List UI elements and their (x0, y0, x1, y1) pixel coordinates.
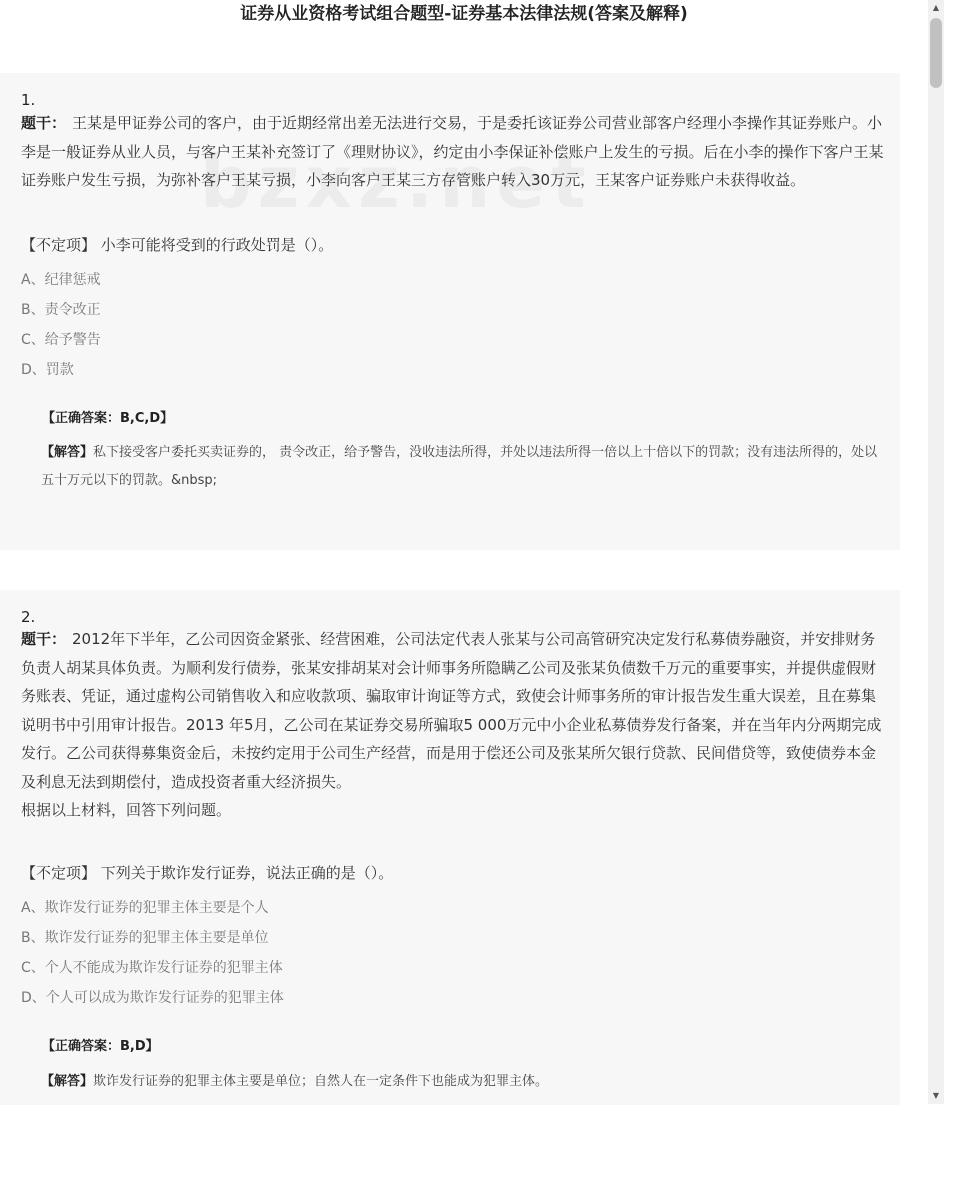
option-d[interactable]: D、个人可以成为欺诈发行证券的犯罪主体 (21, 990, 284, 1006)
option-b[interactable]: B、责令改正 (21, 302, 101, 318)
page-title: 证券从业资格考试组合题型-证券基本法律法规(答案及解释) (240, 4, 688, 24)
answer-value: B,D】 (120, 1039, 159, 1054)
question-prompt: 【不定项】 小李可能将受到的行政处罚是（）。 (21, 236, 334, 254)
analysis-label: 【解答】 (41, 1074, 94, 1089)
scroll-thumb[interactable] (930, 18, 942, 88)
question-number: 2. (21, 608, 36, 626)
stem-text: 2012年下半年，乙公司因资金紧张、经营困难，公司法定代表人张某与公司高管研究决定发行私募债券融资，并安排财务负责人胡某具体负责。为顺利发行债券，张某安排胡某对会计师事务所隐瞒乙公司及张某负债数千万元的重要事实，并提供虚假财务账表、凭证，通过虚构公司销售收入和应收款项、骗取审计询证等方式，致使会计师事务所的审计报告发生重大误差，且在募集说明书中引用审计报告。2013 年5月，乙公司在某证券交易所骗取5 000万元中小企业私募债券发行备案，并在当年内分两期完成发行。乙公司获得募集资金后，未按约定用于公司生产经营，而是用于偿还公司及张某所欠银行贷款、民间借贷等，致使债券本金及利息无法到期偿付，造成投资者重大经济损失。 (21, 630, 882, 791)
vertical-scrollbar[interactable] (928, 0, 944, 1104)
correct-answer (42, 409, 173, 429)
option-c[interactable]: C、个人不能成为欺诈发行证券的犯罪主体 (21, 960, 283, 976)
option-d[interactable]: D、罚款 (21, 362, 74, 378)
option-b[interactable]: B、欺诈发行证券的犯罪主体主要是单位 (21, 930, 269, 946)
question-number: 1. (21, 91, 36, 109)
option-a[interactable]: A、纪律惩戒 (21, 272, 101, 288)
question-stem (21, 625, 887, 825)
analysis-text: 私下接受客户委托买卖证券的， 责令改正，给予警告，没收违法所得，并处以违法所得一倍以上十倍以下的罚款；没有违法所得的，处以五十万元以下的罚款。&nbsp; (41, 445, 878, 488)
answer-label: 【正确答案： (42, 1039, 121, 1054)
stem-extra: 根据以上材料，回答下列问题。 (21, 801, 232, 819)
watermark (200, 140, 592, 224)
question-prompt: 【不定项】 下列关于欺诈发行证券，说法正确的是（）。 (21, 864, 394, 882)
stem-label: 题干： (21, 630, 67, 648)
analysis-text: 欺诈发行证券的犯罪主体主要是单位；自然人在一定条件下也能成为犯罪主体。 (93, 1074, 549, 1089)
option-a[interactable]: A、欺诈发行证券的犯罪主体主要是个人 (21, 900, 269, 916)
answer-analysis (41, 439, 881, 495)
stem-text: 王某是甲证券公司的客户，由于近期经常出差无法进行交易，于是委托该证券公司营业部客户经理小李操作其证券账户。小李是一般证券从业人员，与客户王某补充签订了《理财协议》，约定由小李保证补偿账户上发生的亏损。后在小李的操作下客户王某证券账户发生亏损，为弥补客户王某亏损，小李向客户王某三方存管账户转入30万元，王某客户证券账户未获得收益。 (21, 114, 884, 189)
answer-label: 【正确答案： (42, 411, 121, 426)
scroll-up-icon[interactable]: ▲ (932, 3, 940, 12)
question-card (0, 590, 900, 1105)
option-c[interactable]: C、给予警告 (21, 332, 101, 348)
correct-answer (42, 1037, 159, 1057)
answer-analysis (41, 1068, 881, 1096)
answer-value: B,C,D】 (120, 411, 174, 426)
scroll-down-icon[interactable]: ▼ (932, 1091, 940, 1100)
stem-label: 题干： (21, 114, 67, 132)
analysis-label: 【解答】 (41, 445, 94, 460)
